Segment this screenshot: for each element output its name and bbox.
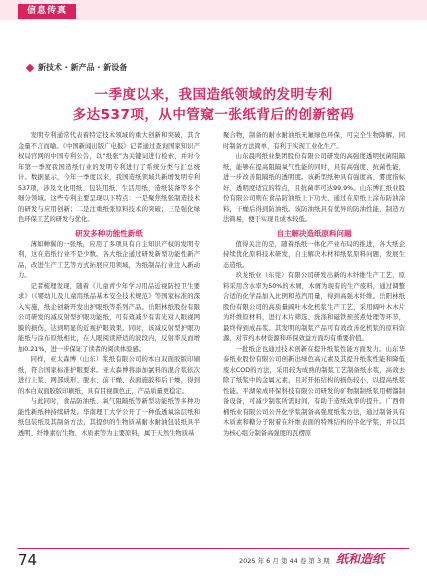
paragraph: 山东晨鸣纸业集团股份有限公司研发的高强度透明抗菌阻隔纸，能够在提高阻隔氧气性能的同时，具有高强度、抗菌性能，进一步改善阻隔纸的透明度。该新型纸种具有强度高、雾度指标好、透明度适宜的特点，且抗菌率可达99.9%。山东博汇纸业股份有限公司则在食品防油纸上下功夫，通过在原纸上涂布防油涂料，干燥后得到防油纸。该防油纸具有优异的防油性能，制造方法简易，便于实现且成本较低。 (223, 153, 405, 223)
paragraph: 薄如蝉翼的一张纸，应用了多项具有自主知识产权的发明专利，这在造纸行业不是少数。各大纸企通过研发新型功能性新产品，改进生产工艺等方式拓展应用领域，为纸制品行业注入新动力。 (18, 240, 200, 279)
diamond-icon (26, 64, 34, 72)
paragraph: 值得关注的是，随着纸纸一体化产业布局的推进，各大纸企持续优化原料技术研发，自主解决木材和纸浆原料问题，发展生态造纸。 (223, 240, 405, 269)
section-tab: 信息传真 (18, 4, 76, 19)
paragraph: 记者梳理发现，随着《儿童青少年学习用品近视防控卫生要求》（《婴幼儿及儿童用纸品基本安全技术规范》等国家标准的深入实施，纸企创新开发出护眼纸等系列产品。岳阳林纸股份有限公司研发的减反射型护眼功能纸，可有效减少有害光对人眼视网膜的损伤，达到明显的近视护眼效果。同时，该减反射型护眼功能纸与涂布原纸相比，在人眼阅读舒适的波段内，反射率反而增加0.21%，进一步保证了读者的阅读体验感。 (18, 282, 200, 353)
article-title-line1: 一季度以来，我国造纸领域的发明专利 (94, 87, 333, 103)
subheading: 研发多种功能性新纸 (75, 228, 143, 238)
article-kicker: 新技术 · 新产品 · 新设备 (38, 63, 128, 72)
paragraph: 聚合物，制备的耐水耐油纸无氟绿色环保，可完全生物降解，同时制备方法简单，有利于实现工业化生产。 (223, 132, 405, 150)
footer-divider (18, 548, 409, 549)
paragraph: 同样，亚太森博（山东）浆纸有限公司的本白双面胶版印刷纸，符合国家标准护眼要求。亚太森博将添加氯料的混合浆依次进行上浆、网部成形、脱水、前干燥、表面施胶和后干燥，得到的本白双面胶版印刷纸，具有目视颜色正，产品质量更稳定。 (18, 356, 200, 395)
subheading: 自主解决造纸原料问题 (276, 228, 352, 238)
article-left-column (18, 131, 200, 439)
paragraph: 与此同时，食品防油纸、氧气阻隔纸等新型功能纸等多种功能性新纸种持续研发。华南理工大学公开了一种低透氧涂层纸和纸包装纸及其制备方法，其提供的生物质基耐水耐油包装纸具半透明、纤维素衍生物、木质素等为主要原料，属于天然生物质基 (18, 398, 200, 437)
article-title-line2: 多达537项，从中管窥一张纸背后的创新密码 (72, 107, 355, 123)
issue-info: 2025 年 6 月 第 44 卷 第 3 期 (239, 557, 330, 565)
paragraph: 发明专利通常代表着特定技术领域的重大创新和突破，其含金量不言而喻。《中国新闻出版广电报》记者通过查询国家知识产权局官网的中国专利公告，以“纸张”为关键词进行检索，并对今年第一季度我国造纸行业的发明专利进行了系统分类与汇总统计。数据显示，今年一季度以来，我国造纸领域共新增发明专利537项，涉及文化用纸、包装用纸、生活用纸、造纸装备等多个细分领域。这些专利主要呈现以下特点：一是聚焦纸张制造技术的研发与应用创新；二是注重纸张原料技术的突破；三是强化绿色环保工艺的研发与优化。 (18, 132, 200, 223)
paragraph: 玖龙纸业（东莞）有限公司研发出新的木纤维生产工艺，原料采用含水率为50%的木屑，木屑为现有的生产废料，通过调整合适的化学品加入比例和蒸汽用量，得到高强木纤维。岳阳林纸股份有限公司的高质量阔叶木化机浆生产工艺，采用阔叶木木片为纤维原材料，进行木片筛选、洗涤和磁铁预蒸煮处理等环节，最终得到成品浆。其发明的制浆产品可有效改善化机浆的原料资源，对节约木材资源和环保效益方面均有重要价值。 (223, 272, 405, 342)
article-right-column (223, 131, 405, 439)
magazine-logo: 纸和造纸 (336, 552, 385, 566)
paragraph: 一批纸企也通过技术创新在提升纸浆性能方面发力。山东华泰纸业股份有限公司创新出绿色高元素及其提升纸浆性能和降低废水COD的方法，采用较为成熟的制浆工艺制备纸水浆，高效去除了纸浆中的金属元素，且对开拓结构的损伤较小，以提高纸浆性能。平湖荣成环保科技有限公司研发的矿物制制纸浆用精馏制备设备，可减少制浆所需时间，有助于造纸效率的提升。广西骨桶纸业有限公司公开化学浆制备高强度纸浆方法，通过制备具有木质素和糖分子附着在纤维表面的特殊结构的半化学浆，并以其为核心组分制备高强度的瓦楞原 (223, 345, 405, 437)
page-number: 74 (18, 551, 38, 569)
